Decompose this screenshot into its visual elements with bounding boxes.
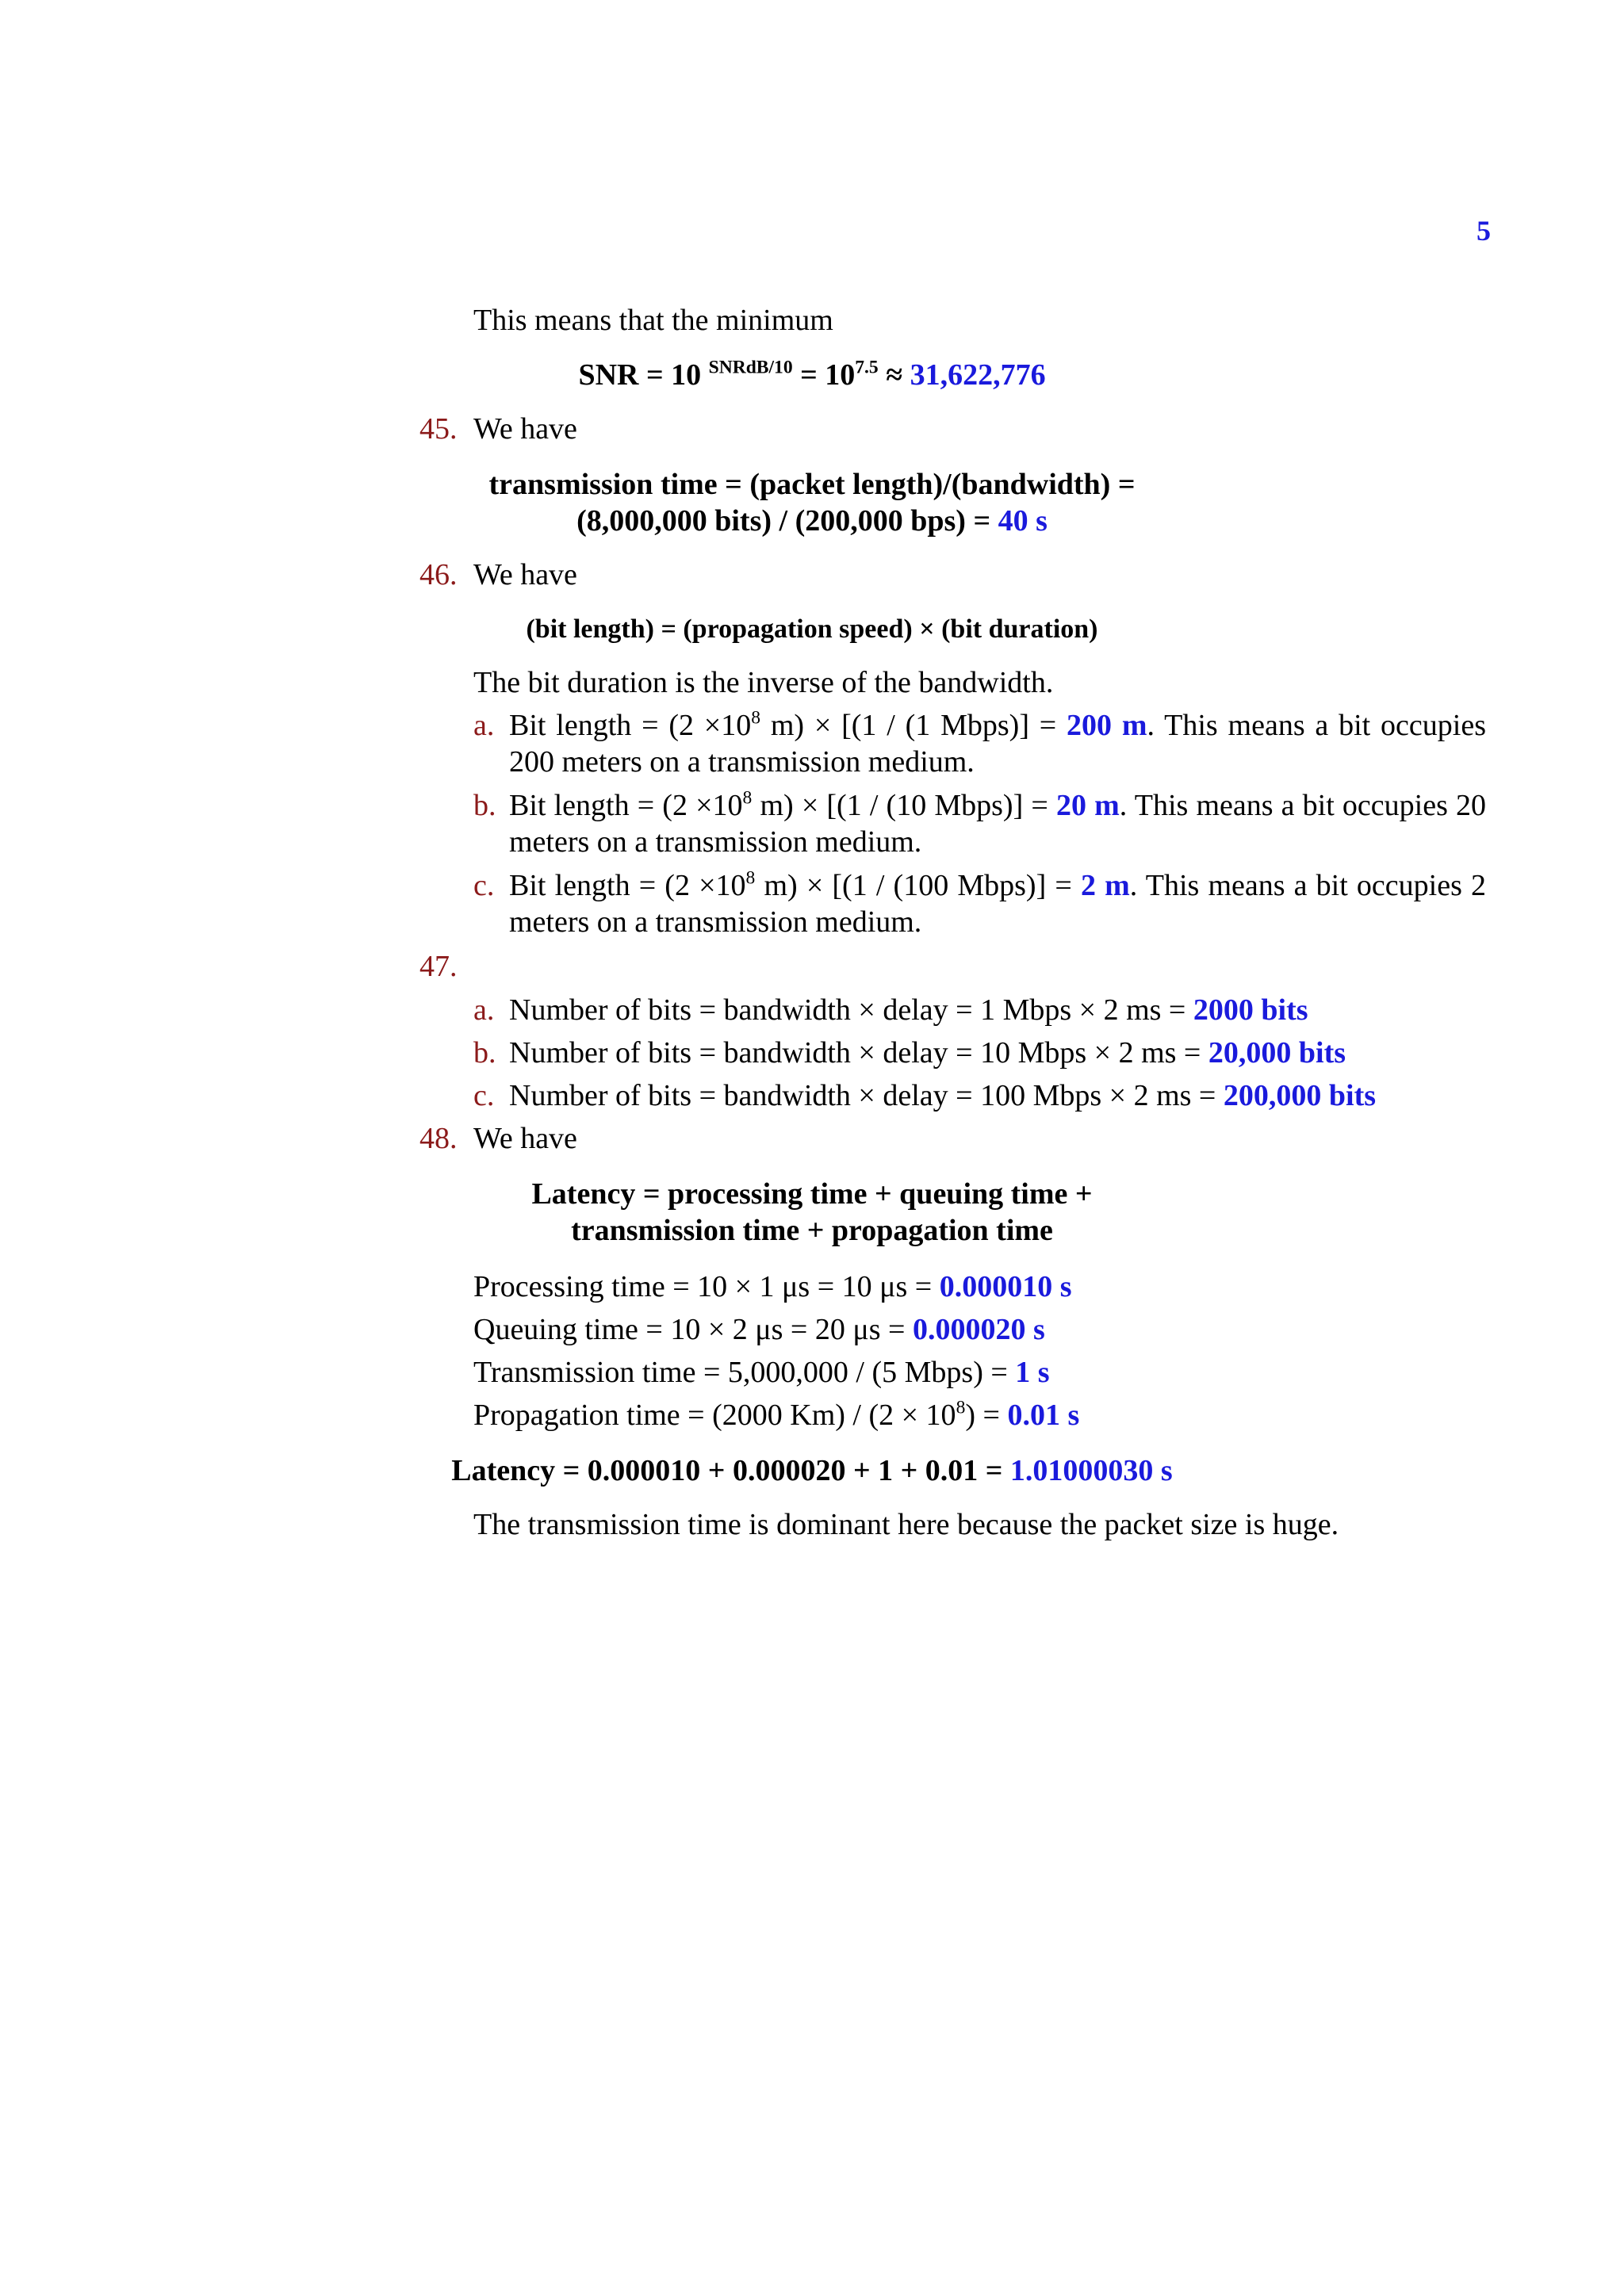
q46-item-c-mid: m) × [(1 / (100 Mbps)] = [755,869,1081,902]
snr-exponent-1: SNRdB/10 [708,357,793,378]
q48-text: We have [473,1122,577,1155]
snr-approx: ≈ [878,358,910,392]
snr-mid: = 10 [792,358,856,392]
intro-text: This means that the minimum [473,304,833,337]
q46-item-a-pre: Bit length = (2 ×10 [509,709,752,742]
q46-item-a-mid: m) × [(1 / (1 Mbps)] = [760,709,1067,742]
propagation-time-result: 0.01 s [1007,1399,1080,1432]
q48-conclusion: The transmission time is dominant here because the packet size is huge. [473,1508,1339,1541]
q47-item-c-letter: c. [473,1079,495,1112]
q47-item-b [509,1035,1346,1071]
queuing-time-row [473,1311,1045,1348]
question-number-45: 45. [419,412,458,446]
q47-item-b-text: Number of bits = bandwidth × delay = 10 Mbps × 2 ms = [509,1036,1208,1070]
transmission-time-row [473,1354,1050,1391]
q46-item-a [509,707,1486,744]
q46-item-b-continuation: meters on a transmission medium. [509,825,922,859]
queuing-time-result: 0.000020 s [912,1313,1045,1346]
transmission-time-result: 1 s [1015,1356,1050,1389]
q47-item-c-text: Number of bits = bandwidth × delay = 100 Mbps × 2 ms = [509,1079,1224,1112]
processing-time-text: Processing time = 10 × 1 μs = 10 μs = [473,1270,940,1303]
q46-note: The bit duration is the inverse of the bandwidth. [473,666,1054,699]
q45-result: 40 s [998,504,1048,538]
q46-item-a-continuation: 200 meters on a transmission medium. [509,745,975,779]
q46-item-a-exp: 8 [751,707,761,729]
q45-equation-lhs: (8,000,000 bits) / (200,000 bps) = [576,504,998,538]
question-number-47: 47. [419,950,458,983]
q47-item-a-letter: a. [473,993,495,1027]
q46-item-b [509,787,1486,824]
q46-item-c-pre: Bit length = (2 ×10 [509,869,746,902]
q47-item-a-text: Number of bits = bandwidth × delay = 1 Mbps × 2 ms = [509,993,1193,1027]
snr-exponent-2: 7.5 [855,357,879,378]
latency-equation [0,1452,1624,1489]
q47-item-a [509,992,1308,1028]
q46-item-b-result: 20 m [1055,789,1120,822]
q46-item-b-mid: m) × [(1 / (10 Mbps)] = [752,789,1056,822]
latency-result: 1.01000030 s [1009,1454,1173,1487]
processing-time-row [473,1269,1072,1305]
q46-formula: (bit length) = (propagation speed) × (bit duration) [526,614,1098,644]
q46-item-a-post: . This means a bit occupies [1147,709,1486,742]
q46-item-a-letter: a. [473,709,495,742]
q46-item-b-pre: Bit length = (2 ×10 [509,789,743,822]
propagation-time-row [473,1397,1079,1433]
q48-equation-line-1: Latency = processing time + queuing time + [531,1177,1093,1211]
propagation-time-mid: ) = [965,1399,1008,1432]
q46-text: We have [473,558,577,591]
q46-item-c-letter: c. [473,869,495,902]
q47-item-a-result: 2000 bits [1193,993,1308,1027]
question-number-48: 48. [419,1122,458,1155]
q47-item-b-result: 20,000 bits [1208,1036,1346,1070]
transmission-time-text: Transmission time = 5,000,000 / (5 Mbps) = [473,1356,1016,1389]
q45-text: We have [473,412,577,446]
propagation-time-exp: 8 [956,1397,966,1418]
snr-result: 31,622,776 [910,358,1046,392]
q46-item-c-post: . This means a bit occupies 2 [1129,869,1487,902]
q46-item-a-result: 200 m [1067,709,1147,742]
queuing-time-text: Queuing time = 10 × 2 μs = 20 μs = [473,1313,913,1346]
page-number: 5 [1477,215,1491,247]
q46-item-c-result: 2 m [1080,869,1130,902]
processing-time-result: 0.000010 s [939,1270,1072,1303]
propagation-time-pre: Propagation time = (2000 Km) / (2 × 10 [473,1399,956,1432]
q47-item-c-result: 200,000 bits [1223,1079,1377,1112]
q46-item-b-exp: 8 [742,787,753,809]
latency-equation-lhs: Latency = 0.000010 + 0.000020 + 1 + 0.01 = [451,1454,1010,1487]
q47-item-c [509,1077,1376,1114]
q45-equation-line-2 [0,503,1624,539]
snr-lhs: SNR = 10 [578,358,709,392]
q46-item-b-post: . This means a bit occupies 20 [1119,789,1487,822]
question-number-46: 46. [419,558,458,591]
q46-item-c [509,867,1486,904]
snr-equation [0,357,1624,393]
q48-equation-line-2: transmission time + propagation time [571,1214,1053,1247]
q46-item-c-continuation: meters on a transmission medium. [509,905,922,939]
q46-item-b-letter: b. [473,789,496,822]
q45-equation-line-1: transmission time = (packet length)/(bandwidth) = [488,468,1136,501]
q47-item-b-letter: b. [473,1036,496,1070]
q46-item-c-exp: 8 [745,867,756,889]
